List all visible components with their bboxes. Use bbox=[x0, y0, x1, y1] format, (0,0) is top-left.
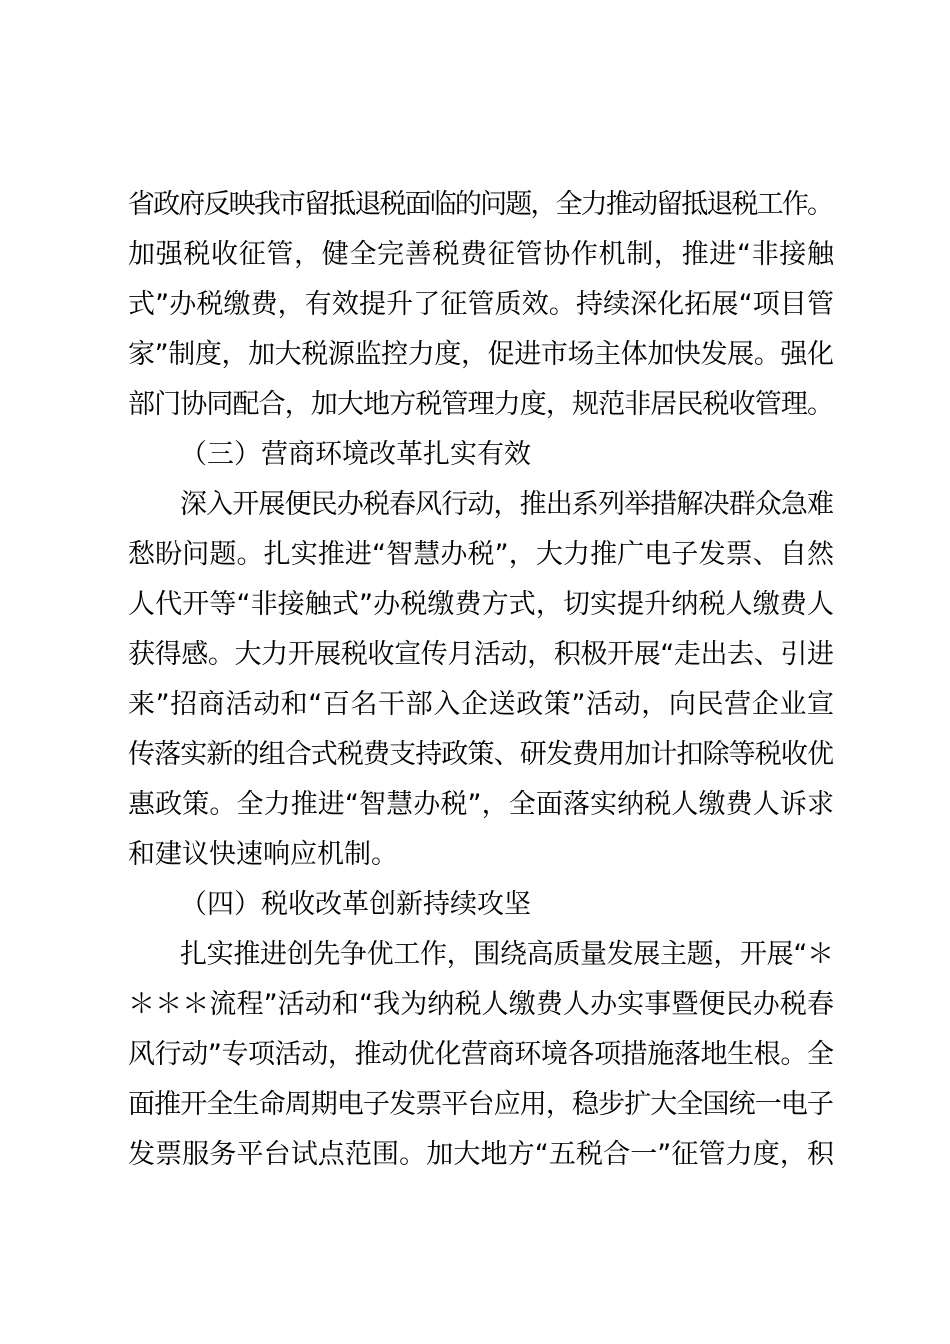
body-text-line: 式”办税缴费，有效提升了征管质效。持续深化拓展“项目管 bbox=[128, 289, 835, 320]
body-text-line: 来”招商活动和“百名干部入企送政策”活动，向民营企业宣 bbox=[128, 689, 835, 720]
body-text-line: 传落实新的组合式税费支持政策、研发费用加计扣除等税收优 bbox=[128, 739, 834, 770]
body-text-line: ＊＊＊流程”活动和“我为纳税人缴费人办实事暨便民办税春 bbox=[128, 989, 835, 1020]
body-text-line: 扎实推进创先争优工作，围绕高质量发展主题，开展“＊ bbox=[180, 939, 834, 970]
body-text-line: 部门协同配合，加大地方税管理力度，规范非居民税收管理。 bbox=[128, 389, 834, 420]
body-text-line: 获得感。大力开展税收宣传月活动，积极开展“走出去、引进 bbox=[128, 639, 834, 670]
body-text-line: 风行动”专项活动，推动优化营商环境各项措施落地生根。全 bbox=[128, 1039, 834, 1070]
body-text-line: 愁盼问题。扎实推进“智慧办税”，大力推广电子发票、自然 bbox=[128, 539, 835, 570]
body-text-line: 面推开全生命周期电子发票平台应用，稳步扩大全国统一电子 bbox=[128, 1089, 834, 1120]
section-heading: （四）税收改革创新持续攻坚 bbox=[180, 889, 531, 920]
body-text-line: 省政府反映我市留抵退税面临的问题，全力推动留抵退税工作。 bbox=[128, 189, 833, 220]
body-text-line: 加强税收征管，健全完善税费征管协作机制，推进“非接触 bbox=[128, 239, 835, 270]
body-text-line: 深入开展便民办税春风行动，推出系列举措解决群众急难 bbox=[180, 489, 834, 520]
body-text-line: 家”制度，加大税源监控力度，促进市场主体加快发展。强化 bbox=[128, 339, 834, 370]
body-text-line: 人代开等“非接触式”办税缴费方式，切实提升纳税人缴费人 bbox=[128, 589, 835, 620]
body-text-line: 惠政策。全力推进“智慧办税”，全面落实纳税人缴费人诉求 bbox=[128, 789, 835, 820]
body-text-line: 发票服务平台试点范围。加大地方“五税合一”征管力度，积 bbox=[128, 1139, 835, 1170]
section-heading: （三）营商环境改革扎实有效 bbox=[180, 439, 531, 470]
body-text-line: 和建议快速响应机制。 bbox=[128, 839, 398, 870]
